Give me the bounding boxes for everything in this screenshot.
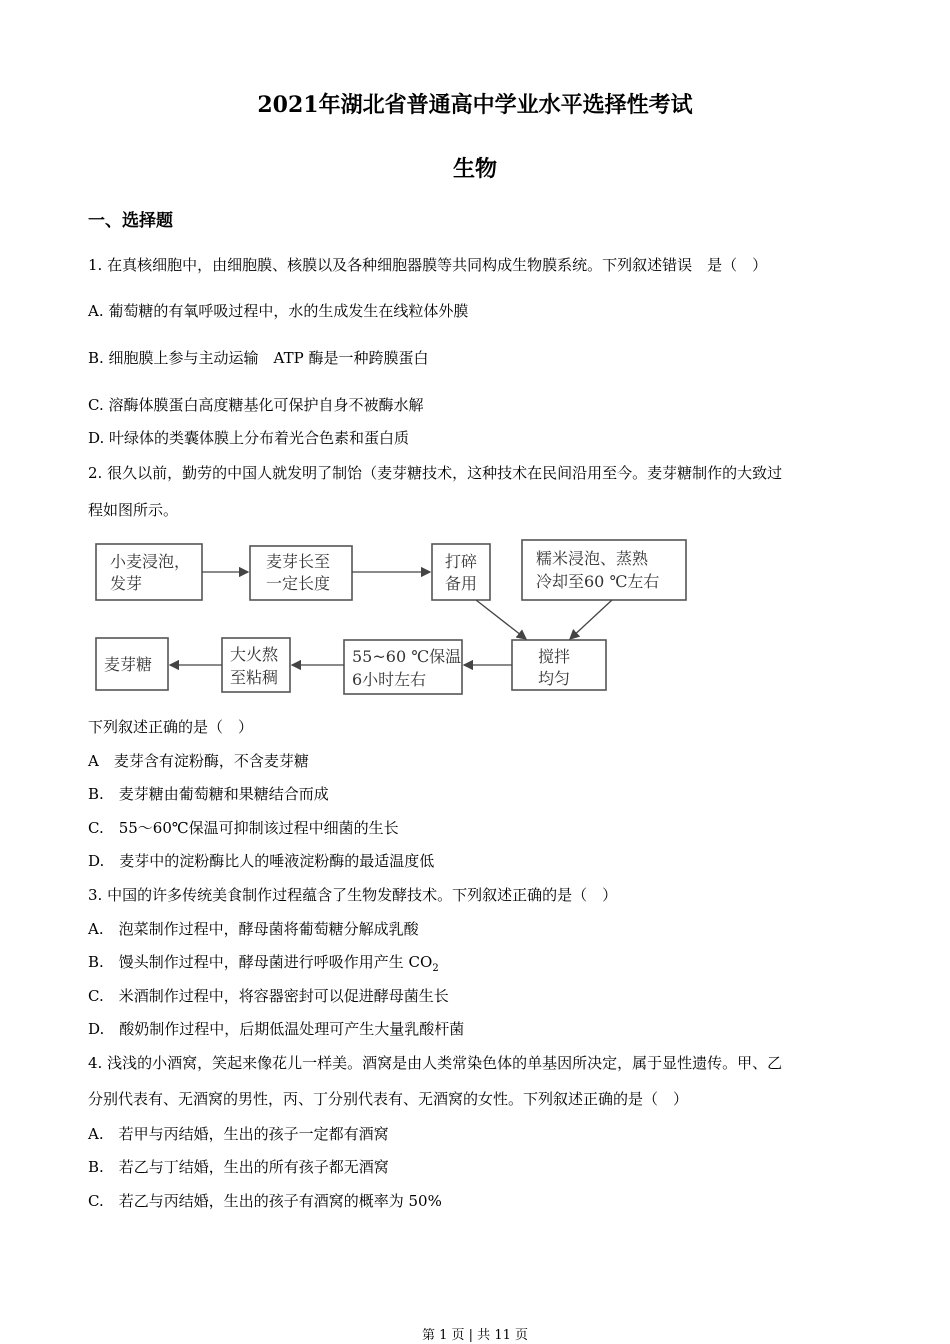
- q2-ask: 下列叙述正确的是（ ）: [88, 718, 254, 736]
- flow-text: 均匀: [538, 669, 571, 688]
- flow-text: 搅拌: [538, 647, 571, 666]
- flow-text: 麦芽长至: [266, 552, 331, 571]
- q3-option-d: D. 酸奶制作过程中，后期低温处理可产生大量乳酸杆菌: [88, 1020, 465, 1038]
- q4-option-c: C. 若乙与丙结婚，生出的孩子有酒窝的概率为 50%: [88, 1192, 442, 1210]
- q2-stem-line1: 2. 很久以前，勤劳的中国人就发明了制饴（麦芽糖技术，这种技术在民间沿用至今。麦芽糖制作的大致过: [88, 464, 783, 482]
- q4-stem-line1: 4. 浅浅的小酒窝，笑起来像花儿一样美。酒窝是由人类常染色体的单基因所决定，属于显性遗传。甲、乙: [88, 1054, 783, 1072]
- flow-text: 一定长度: [266, 574, 331, 593]
- q2-option-d: D. 麦芽中的淀粉酶比人的唾液淀粉酶的最适温度低: [88, 852, 435, 870]
- flow-text: 6小时左右: [352, 670, 427, 689]
- q2-option-c: C. 55～60℃保温可抑制该过程中细菌的生长: [88, 819, 399, 837]
- q1-stem: 1. 在真核细胞中，由细胞膜、核膜以及各种细胞器膜等共同构成生物膜系统。下列叙述错误 是（ ）: [88, 256, 768, 274]
- q3-option-a: A. 泡菜制作过程中，酵母菌将葡萄糖分解成乳酸: [88, 920, 419, 938]
- q3-stem: 3. 中国的许多传统美食制作过程蕴含了生物发酵技术。下列叙述正确的是（ ）: [88, 886, 618, 904]
- q2-stem-line2: 程如图所示。: [88, 501, 179, 519]
- q1-option-a: A. 葡萄糖的有氧呼吸过程中，水的生成发生在线粒体外膜: [88, 302, 469, 320]
- q1-option-d: D. 叶绿体的类囊体膜上分布着光合色素和蛋白质: [88, 429, 410, 447]
- exam-title: 2021年湖北省普通高中学业水平选择性考试: [257, 92, 693, 118]
- maltose-process-flowchart: [90, 536, 700, 698]
- section-heading: 一、选择题: [88, 211, 173, 231]
- q1-option-c: C. 溶酶体膜蛋白高度糖基化可保护自身不被酶水解: [88, 396, 424, 414]
- flow-text: 糯米浸泡、蒸熟: [536, 549, 649, 568]
- page-footer: 第 1 页 | 共 11 页: [422, 1328, 528, 1343]
- q4-option-a: A. 若甲与丙结婚，生出的孩子一定都有酒窝: [88, 1125, 389, 1143]
- flow-text: 至粘稠: [230, 668, 279, 687]
- subject-title: 生物: [452, 156, 497, 182]
- flow-text: 55~60 ℃保温: [352, 647, 462, 666]
- flow-text: 备用: [445, 574, 478, 593]
- flow-text: 小麦浸泡，: [110, 552, 191, 571]
- flow-text: 打碎: [445, 552, 478, 571]
- q1-option-b: B. 细胞膜上参与主动运输 ATP 酶是一种跨膜蛋白: [88, 349, 429, 367]
- q2-option-b: B. 麦芽糖由葡萄糖和果糖结合而成: [88, 785, 329, 803]
- flow-text: 冷却至60 ℃左右: [536, 572, 660, 591]
- flow-text: 发芽: [110, 574, 143, 593]
- flow-text: 麦芽糖: [104, 655, 153, 674]
- flow-arrow-4: [570, 600, 612, 639]
- q3-option-c: C. 米酒制作过程中，将容器密封可以促进酵母菌生长: [88, 987, 449, 1005]
- q4-option-b: B. 若乙与丁结婚，生出的所有孩子都无酒窝: [88, 1158, 389, 1176]
- q3-option-b: B. 馒头制作过程中，酵母菌进行呼吸作用产生 $CO_2$: [88, 953, 439, 974]
- flow-text: 大火熬: [230, 645, 279, 664]
- q4-stem-line2: 分别代表有、无酒窝的男性，丙、丁分别代表有、无酒窝的女性。下列叙述正确的是（ ）: [88, 1090, 689, 1108]
- q2-option-a: A 麦芽含有淀粉酶，不含麦芽糖: [88, 752, 309, 770]
- flow-arrow-3: [476, 600, 526, 639]
